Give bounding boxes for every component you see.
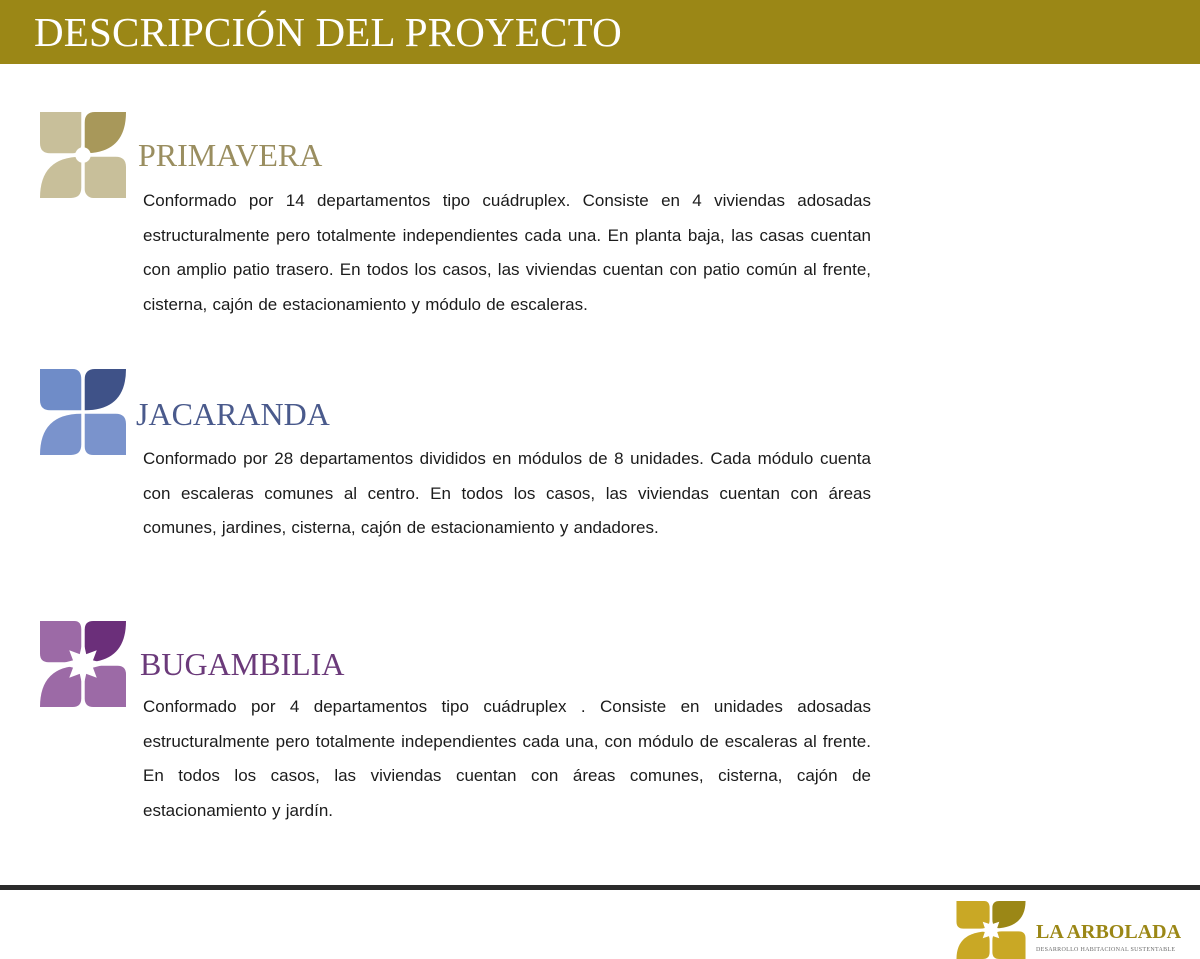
section-title-jacaranda: JACARANDA xyxy=(136,396,330,432)
brand-tagline: DESARROLLO HABITACIONAL SUSTENTABLE xyxy=(1036,947,1176,953)
section-title-bugambilia: BUGAMBILIA xyxy=(140,646,345,682)
primavera-flower-icon xyxy=(40,112,126,198)
bugambilia-flower-star-icon xyxy=(40,621,126,707)
section-title-primavera: PRIMAVERA xyxy=(138,137,323,173)
section-body-bugambilia: Conformado por 4 departamentos tipo cuádruplex . Consiste en unidades adosadas estructuralmente pero totalmente independientes cada una, con módulo de escaleras al frente. En todos los casos, las viviendas cuentan con áreas comunes, cisterna, cajón de estacionamiento y jardín. xyxy=(143,697,871,820)
page-header xyxy=(0,0,1200,64)
section-body-primavera: Conformado por 14 departamentos tipo cuádruplex. Consiste en 4 viviendas adosadas estructuralmente pero totalmente independientes cada una. En planta baja, las casas cuentan con amplio patio trasero. En todos los casos, las viviendas cuentan con patio común al frente, cisterna, cajón de estacionamiento y módulo de escaleras. xyxy=(143,191,871,314)
page-title: DESCRIPCIÓN DEL PROYECTO xyxy=(34,9,622,55)
footer-divider xyxy=(0,885,1200,890)
la-arbolada-logo-icon xyxy=(956,901,1026,959)
brand-name: LA ARBOLADA xyxy=(1036,921,1182,943)
jacaranda-flower-icon xyxy=(40,369,126,455)
section-body-jacaranda: Conformado por 28 departamentos divididos en módulos de 8 unidades. Cada módulo cuenta con escaleras comunes al centro. En todos los casos, las viviendas cuentan con áreas comunes, jardines, cisterna, cajón de estacionamiento y andadores. xyxy=(143,449,871,537)
